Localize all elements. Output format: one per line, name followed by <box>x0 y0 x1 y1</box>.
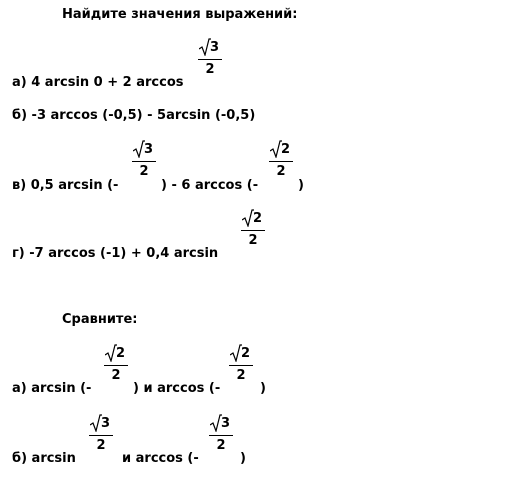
fraction-sqrt2-over-2: 2 2 <box>268 139 294 183</box>
fraction-sqrt3-over-2: 3 2 <box>88 413 114 457</box>
heading-compare: Сравните: <box>62 312 138 327</box>
fraction-sqrt3-over-2: 3 2 <box>208 413 234 457</box>
fraction-sqrt2-over-2: 2 2 <box>103 343 129 387</box>
fraction-sqrt3-over-2: 3 2 <box>197 37 223 81</box>
compare-b-part2: и arccos (- <box>122 451 199 466</box>
task-v-part3: ) <box>298 178 304 193</box>
compare-a-part1: а) arcsin (- <box>12 381 92 396</box>
task-v-part1: в) 0,5 arcsin (- <box>12 178 119 193</box>
compare-b-part3: ) <box>240 451 246 466</box>
task-v-part2: ) - 6 arccos (- <box>161 178 259 193</box>
fraction-sqrt3-over-2: 3 2 <box>131 139 157 183</box>
fraction-sqrt2-over-2: 2 2 <box>228 343 254 387</box>
task-a-text: а) 4 arcsin 0 + 2 arccos <box>12 75 184 90</box>
heading-find-values: Найдите значения выражений: <box>62 7 298 22</box>
task-b-text: б) -3 arccos (-0,5) - 5arcsin (-0,5) <box>12 108 256 123</box>
fraction-sqrt2-over-2: 2 2 <box>240 208 266 252</box>
compare-a-part3: ) <box>260 381 266 396</box>
compare-b-part1: б) arcsin <box>12 451 76 466</box>
task-g-text: г) -7 arccos (-1) + 0,4 arcsin <box>12 246 219 261</box>
compare-a-part2: ) и arccos (- <box>133 381 221 396</box>
